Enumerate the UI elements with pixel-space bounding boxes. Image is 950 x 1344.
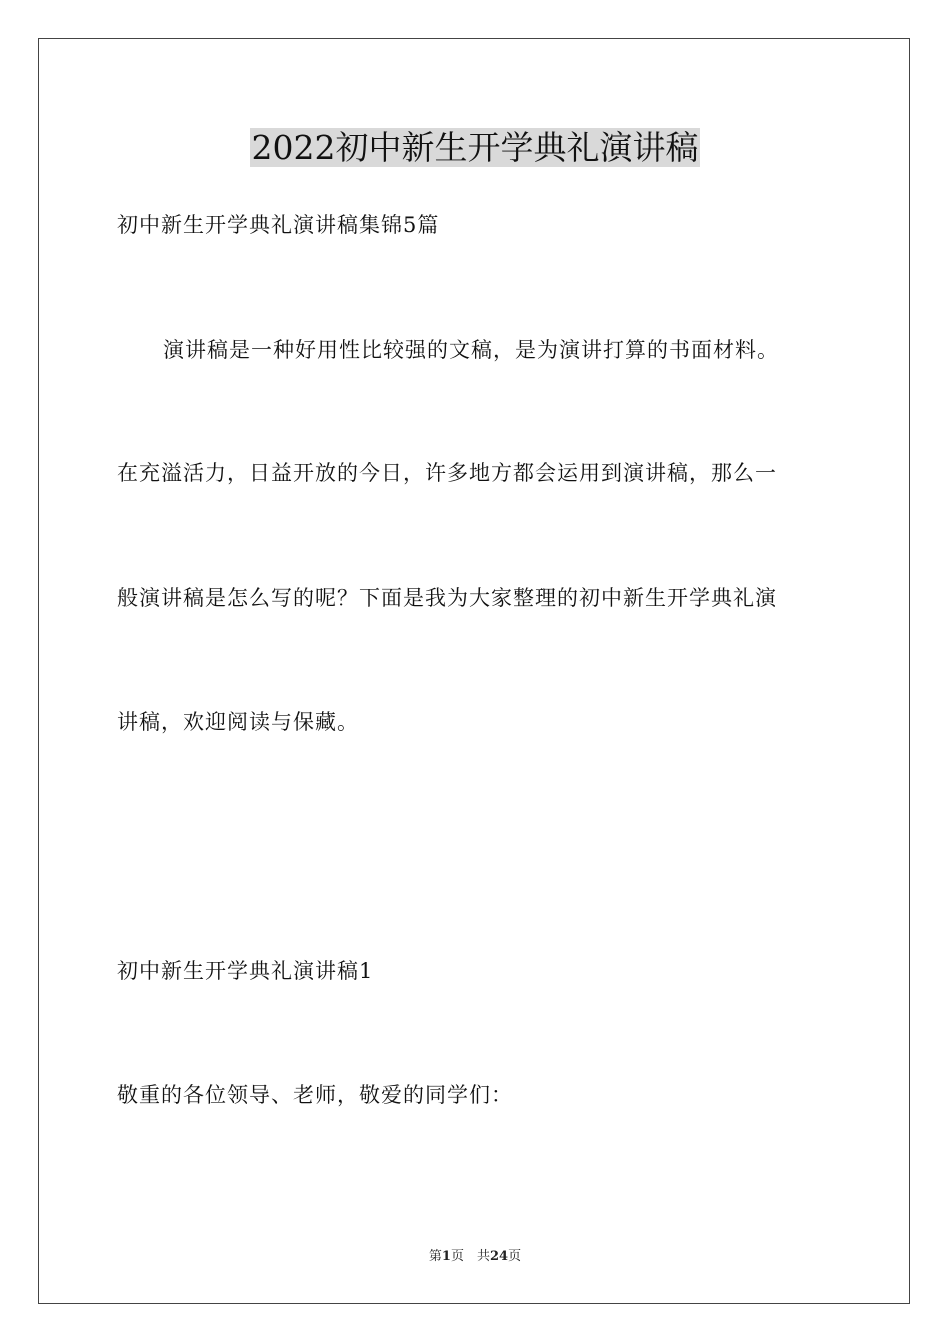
footer-page-current: 1 (441, 1249, 451, 1264)
document-title-text: 2022初中新生开学典礼演讲稿 (251, 128, 699, 167)
intro-line-2: 在充溢活力，日益开放的今日，许多地方都会运用到演讲稿，那么一 (117, 461, 777, 485)
footer-page-suffix: 页 (508, 1249, 522, 1264)
intro-line-4: 讲稿，欢迎阅读与保藏。 (117, 710, 359, 734)
section-heading: 初中新生开学典礼演讲稿1 (117, 959, 374, 983)
document-subtitle: 初中新生开学典礼演讲稿集锦5篇 (117, 213, 440, 237)
document-title (0, 126, 950, 170)
salutation: 敬重的各位领导、老师，敬爱的同学们： (117, 1083, 513, 1107)
intro-line-1: 演讲稿是一种好用性比较强的文稿，是为演讲打算的书面材料。 (163, 338, 779, 362)
page-footer (0, 1248, 950, 1266)
intro-line-3: 般演讲稿是怎么写的呢？下面是我为大家整理的初中新生开学典礼演 (117, 586, 777, 610)
footer-page-prefix: 第 (428, 1249, 442, 1264)
footer-page-total: 24 (489, 1249, 509, 1264)
footer-page-mid: 页 共 (450, 1249, 490, 1264)
